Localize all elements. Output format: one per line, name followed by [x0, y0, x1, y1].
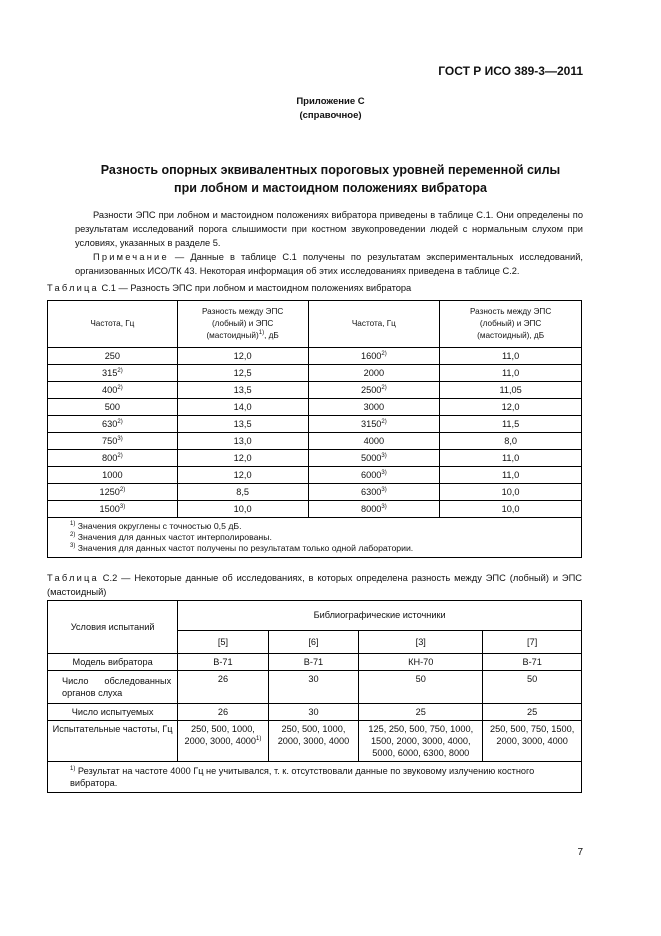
section-title: [60, 161, 601, 197]
table-cell: 10,0: [440, 484, 582, 501]
table-cell: 12,0: [177, 467, 308, 484]
col-header-difference: Разность между ЭПС (лобный) и ЭПС (мастоидный)$^{1)}$, дБ: [177, 301, 308, 348]
table-cell: 6300$^{3)}$: [308, 484, 440, 501]
paragraph-1: Разности ЭПС при лобном и мастоидном положениях вибратора приведены в таблице С.1. Они определены по результатам исследований порога слышимости при костном звукопроведении людей с нормальным слухом при условиях, указанных в разделе 5.: [75, 210, 583, 248]
model-value: В-71: [268, 654, 359, 671]
table-cell: 1600$^{2)}$: [308, 348, 440, 365]
table1-caption-label: Таблица: [47, 283, 99, 293]
freqs-value: 250, 500, 750, 1500, 2000, 3000, 4000: [483, 721, 582, 762]
note-text: — Данные в таблице С.1 получены по результатам экспериментальных исследований, организованных ИСО/ТК 43. Некоторая информация об этих исследованиях приведена в таблице С.2.: [75, 252, 583, 276]
ref-2: [6]: [268, 630, 359, 653]
table2-caption-text: С.2 — Некоторые данные об исследованиях, в которых определена разность между ЭПС (лобный) и ЭПС (мастоидный): [47, 573, 583, 597]
subjects-value: 25: [483, 704, 582, 721]
table-cell: 2500$^{2)}$: [308, 382, 440, 399]
freqs-value: 250, 500, 1000, 2000, 3000, 4000$^{1)}$: [178, 721, 269, 762]
table-cell: 12,5: [177, 365, 308, 382]
table-cell: 1000: [48, 467, 178, 484]
freqs-value: 250, 500, 1000, 2000, 3000, 4000: [268, 721, 359, 762]
note-paragraph: [75, 250, 583, 278]
model-value: КН-70: [359, 654, 483, 671]
col-header-difference-2: Разность между ЭПС (лобный) и ЭПС (мастоидный), дБ: [440, 301, 582, 348]
ears-value: 30: [268, 671, 359, 704]
col-header-frequency: Частота, Гц: [48, 301, 178, 348]
table-cell: 6000$^{3)}$: [308, 467, 440, 484]
table-cell: 11,0: [440, 348, 582, 365]
table-row: [48, 450, 582, 467]
footnote-3: $^{3)}$ Значения для данных частот получены по результатам только одной лаборатории.: [70, 543, 414, 553]
table-cell: 1250$^{2)}$: [48, 484, 178, 501]
table-cell: 250: [48, 348, 178, 365]
table-cell: 10,0: [440, 501, 582, 518]
ears-value: 26: [178, 671, 269, 704]
table1-caption: [47, 281, 557, 295]
standard-number: ГОСТ Р ИСО 389-3—2011: [438, 64, 583, 78]
table-cell: 14,0: [177, 399, 308, 416]
table-cell: 8000$^{3)}$: [308, 501, 440, 518]
table-cell: 10,0: [177, 501, 308, 518]
table1-caption-text: С.1 — Разность ЭПС при лобном и мастоидном положениях вибратора: [101, 283, 412, 293]
table-row: [48, 382, 582, 399]
table-cell: 2000: [308, 365, 440, 382]
table-c1: [47, 300, 582, 558]
row-label-subjects: Число испытуемых: [48, 704, 178, 721]
table-cell: 400$^{2)}$: [48, 382, 178, 399]
table-row: [48, 416, 582, 433]
table-cell: 5000$^{3)}$: [308, 450, 440, 467]
freqs-value: 125, 250, 500, 750, 1000, 1500, 2000, 3000, 4000, 5000, 6000, 6300, 8000: [359, 721, 483, 762]
model-value: В-71: [483, 654, 582, 671]
table-cell: 12,0: [177, 450, 308, 467]
table-c2: [47, 600, 582, 793]
header-sources: Библиографические источники: [178, 601, 582, 631]
subjects-value: 30: [268, 704, 359, 721]
table-cell: 11,0: [440, 467, 582, 484]
table-row: [48, 484, 582, 501]
table-cell: 1500$^{3)}$: [48, 501, 178, 518]
header-conditions: Условия испытаний: [48, 601, 178, 654]
subjects-value: 25: [359, 704, 483, 721]
table2-caption: [47, 571, 582, 599]
row-label-freqs: Испытательные частоты, Гц: [48, 721, 178, 762]
table-cell: 800$^{2)}$: [48, 450, 178, 467]
table-c1-footnotes: [48, 518, 582, 558]
table-cell: 12,0: [177, 348, 308, 365]
table-cell: 4000: [308, 433, 440, 450]
table-row: [48, 433, 582, 450]
ref-1: [5]: [178, 630, 269, 653]
table-cell: 8,5: [177, 484, 308, 501]
table-cell: 13,5: [177, 416, 308, 433]
footnote-2: $^{2)}$ Значения для данных частот интерполированы.: [70, 532, 272, 542]
section-title-line1: Разность опорных эквивалентных пороговых уровней переменной силы: [100, 163, 561, 177]
section-title-line2: при лобном и мастоидном положениях вибратора: [174, 181, 487, 195]
ears-value: 50: [483, 671, 582, 704]
table-cell: 13,5: [177, 382, 308, 399]
footnote-1: $^{1)}$ Значения округлены с точностью 0,5 дБ.: [70, 521, 242, 531]
table-cell: 11,05: [440, 382, 582, 399]
subjects-value: 26: [178, 704, 269, 721]
table-row: [48, 348, 582, 365]
page-number: 7: [577, 847, 583, 858]
table-cell: 630$^{2)}$: [48, 416, 178, 433]
table-c1-body: [48, 348, 582, 518]
annex-subtitle: (справочное): [299, 110, 362, 121]
table-cell: 3150$^{2)}$: [308, 416, 440, 433]
table-c2-footnote: $^{1)}$ Результат на частоте 4000 Гц не учитывался, т. к. отсутствовали данные по звуковому излучению костного вибратора.: [48, 762, 582, 793]
col-header-frequency-2: Частота, Гц: [308, 301, 440, 348]
table-cell: 12,0: [440, 399, 582, 416]
table-row: [48, 501, 582, 518]
table-row: [48, 467, 582, 484]
row-label-model: Модель вибратора: [48, 654, 178, 671]
model-value: В-71: [178, 654, 269, 671]
annex-title: Приложение С: [296, 96, 365, 107]
table-cell: 3000: [308, 399, 440, 416]
table-cell: 11,0: [440, 450, 582, 467]
note-label: Примечание: [93, 252, 169, 262]
table2-caption-label: Таблица: [47, 573, 99, 583]
table-cell: 315$^{2)}$: [48, 365, 178, 382]
table-cell: 13,0: [177, 433, 308, 450]
table-cell: 11,0: [440, 365, 582, 382]
table-row: [48, 365, 582, 382]
table-row: [48, 399, 582, 416]
table-cell: 8,0: [440, 433, 582, 450]
ref-4: [7]: [483, 630, 582, 653]
ears-value: 50: [359, 671, 483, 704]
ref-3: [3]: [359, 630, 483, 653]
table-cell: 750$^{3)}$: [48, 433, 178, 450]
table-cell: 11,5: [440, 416, 582, 433]
row-label-ears: Число обследованных органов слуха: [48, 671, 178, 704]
table-cell: 500: [48, 399, 178, 416]
